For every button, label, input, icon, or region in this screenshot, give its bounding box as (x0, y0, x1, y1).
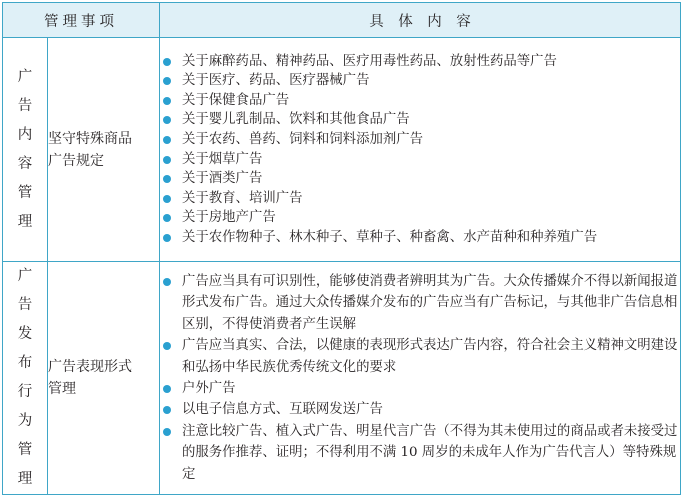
list-item (160, 52, 680, 72)
list-item (160, 399, 680, 420)
bullet-icon (163, 342, 171, 350)
table-row (3, 38, 681, 262)
subcategory-label (48, 128, 159, 172)
category-vertical-text (3, 262, 47, 494)
list-item-text: 关于医疗、药品、医疗器械广告 (182, 73, 370, 89)
header-specific-content: 具 体 内 容 (160, 3, 681, 38)
bullet-icon (163, 136, 171, 144)
list-item (160, 71, 680, 91)
header-row (3, 3, 681, 38)
category-vertical-text (3, 63, 47, 237)
subcategory-line: 坚守特殊商品 (48, 130, 132, 147)
content-table (2, 2, 681, 495)
category-char: 告 (17, 297, 33, 313)
list-item-text: 以电子信息方式、互联网发送广告 (182, 402, 383, 418)
list-item (160, 335, 680, 378)
list-item (160, 150, 680, 170)
subcategory-cell (48, 38, 160, 262)
bullet-icon (163, 97, 171, 105)
subcategory-label (48, 356, 159, 400)
list-item-text: 关于麻醉药品、精神药品、医疗用毒性药品、放射性药品等广告 (182, 53, 557, 69)
subcategory-line: 广告规定 (48, 152, 104, 169)
category-char: 发 (17, 326, 33, 342)
category-char: 告 (17, 97, 33, 114)
list-item (160, 189, 680, 209)
category-cell (3, 38, 48, 262)
bullet-icon (163, 385, 171, 393)
bullet-icon (163, 278, 171, 286)
category-char: 行 (17, 384, 33, 400)
category-char: 广 (17, 68, 33, 85)
bullet-icon (163, 116, 171, 124)
header-management-item: 管理事项 (3, 3, 160, 38)
bullet-icon (163, 156, 171, 164)
list-item (160, 421, 680, 485)
category-char: 理 (17, 213, 33, 230)
list-item-text: 关于烟草广告 (182, 151, 263, 167)
list-item-text: 关于教育、培训广告 (182, 190, 303, 206)
category-char: 理 (17, 471, 33, 487)
list-item-text: 关于婴儿乳制品、饮料和其他食品广告 (182, 112, 410, 128)
subcategory-line: 广告表现形式 (48, 359, 132, 375)
bullet-icon (163, 58, 171, 66)
list-item (160, 91, 680, 111)
list-item-text: 关于农药、兽药、饲料和饲料添加剂广告 (182, 131, 424, 147)
category-char: 广 (17, 268, 33, 284)
list-item-text: 关于房地产广告 (182, 210, 276, 226)
list-item (160, 378, 680, 399)
content-list (160, 52, 680, 248)
list-item (160, 110, 680, 130)
list-item-text: 广告应当真实、合法，以健康的表现形式表达广告内容，符合社会主义精神文明建设和弘扬中华民族优秀传统文化的要求 (182, 338, 678, 375)
list-item (160, 271, 680, 335)
list-item-text: 户外广告 (182, 381, 236, 396)
list-item (160, 130, 680, 150)
list-item-text: 关于保健食品广告 (182, 92, 290, 108)
list-item-text: 广告应当具有可识别性，能够使消费者辨明其为广告。大众传播媒介不得以新闻报道形式发布广告。通过大众传播媒介发布的广告应当有广告标记，与其他非广告信息相区别，不得使消费者产生误解 (182, 273, 678, 332)
bullet-icon (163, 428, 171, 436)
category-char: 管 (17, 184, 33, 201)
bullet-icon (163, 406, 171, 414)
list-item (160, 169, 680, 189)
category-char: 管 (17, 442, 33, 458)
bullet-icon (163, 234, 171, 242)
list-item (160, 228, 680, 248)
bullet-icon (163, 175, 171, 183)
subcategory-cell (48, 262, 160, 495)
content-cell (160, 38, 681, 262)
bullet-icon (163, 214, 171, 222)
category-char: 布 (17, 355, 33, 371)
category-char: 容 (17, 155, 33, 172)
subcategory-line: 管理 (48, 381, 76, 397)
table-row (3, 262, 681, 495)
category-char: 内 (17, 126, 33, 143)
list-item-text: 关于农作物种子、林木种子、草种子、种畜禽、水产苗种和种养殖广告 (182, 229, 598, 245)
list-item (160, 208, 680, 228)
bullet-icon (163, 77, 171, 85)
category-char: 为 (17, 413, 33, 429)
list-item-text: 关于酒类广告 (182, 171, 263, 187)
bullet-icon (163, 195, 171, 203)
category-cell (3, 262, 48, 495)
list-item-text: 注意比较广告、植入式广告、明星代言广告（不得为其未使用过的商品或者未接受过的服务作推荐、证明；不得利用不满 10 周岁的未成年人作为广告代言人）等特殊规定 (182, 423, 678, 482)
content-list (160, 271, 680, 485)
content-cell (160, 262, 681, 495)
